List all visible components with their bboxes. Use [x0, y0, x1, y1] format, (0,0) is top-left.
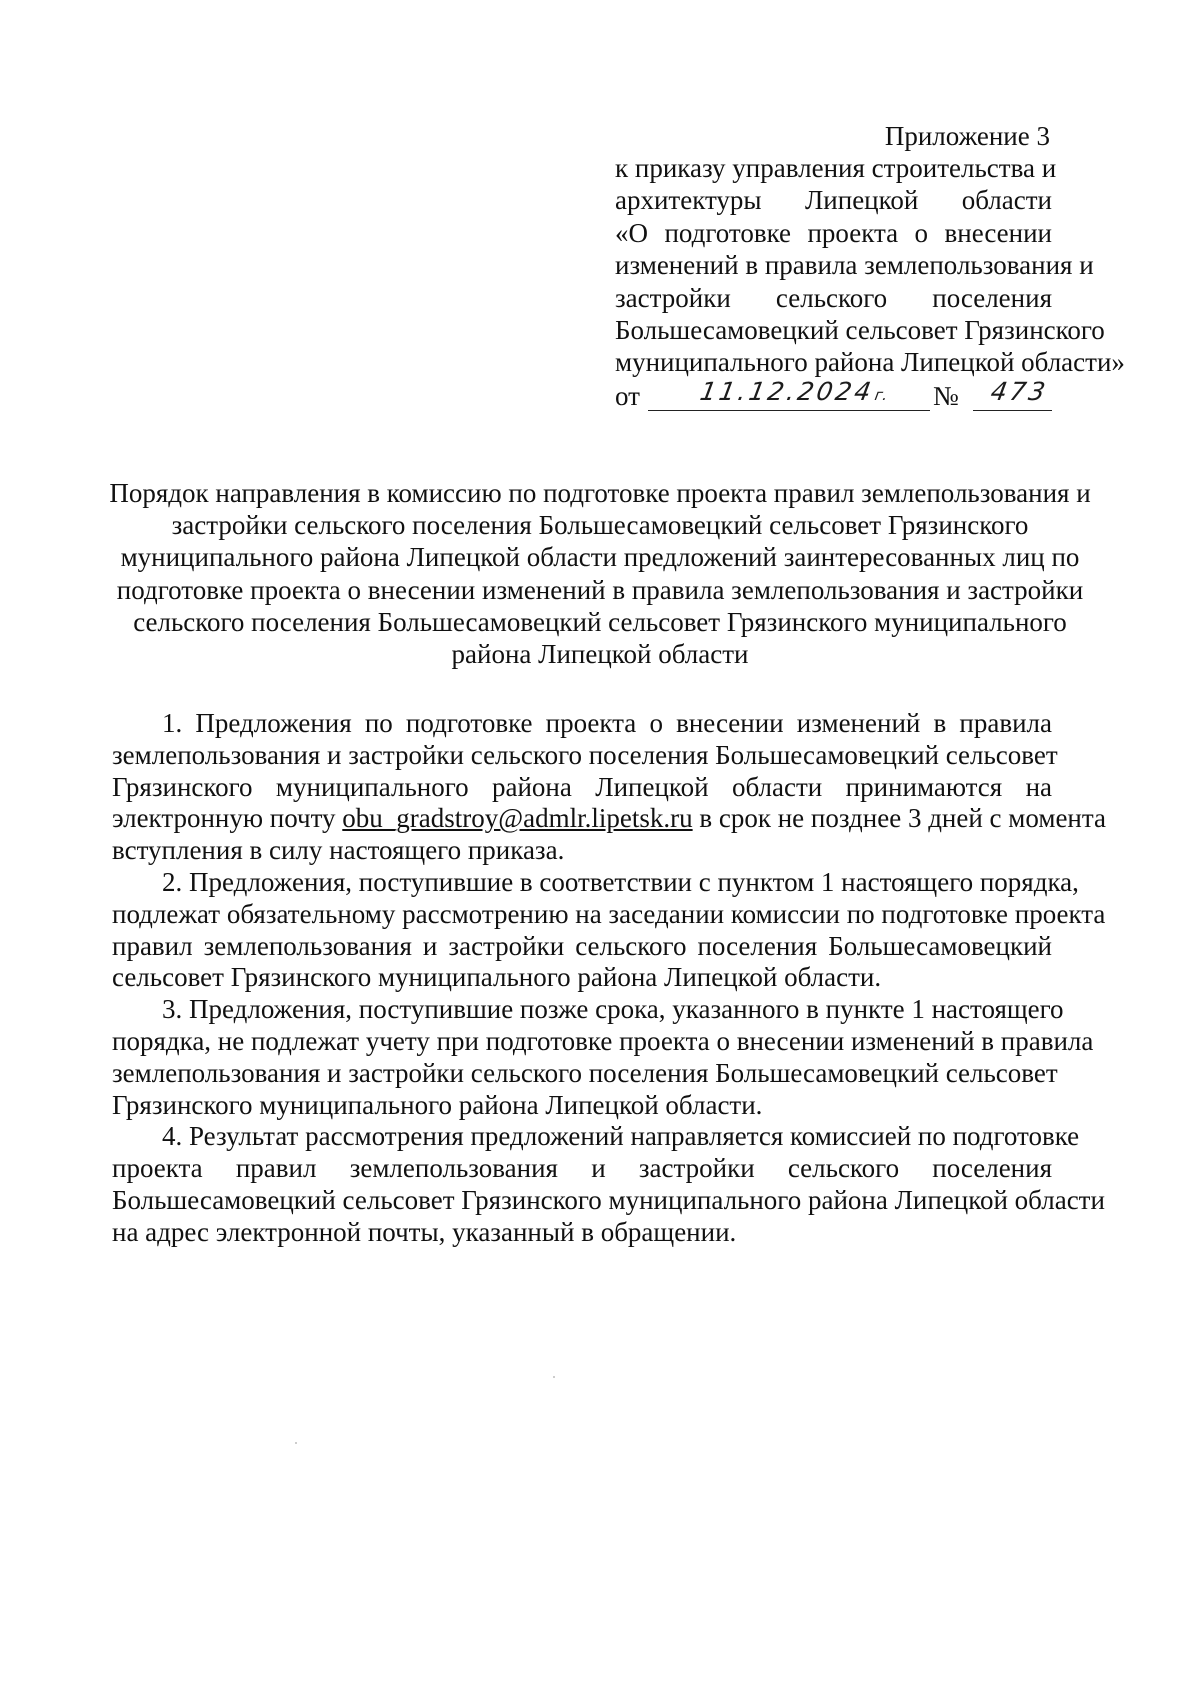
paragraph-2-line: правил землепользования и застройки сельского поселения Большесамовецкий [112, 930, 1052, 961]
document-title [100, 477, 1100, 670]
paragraph-1-line: Грязинского муниципального района Липецкой области принимаются на [112, 771, 1052, 802]
appendix-line: к приказу управления строительства и [615, 153, 1057, 183]
appendix-line: изменений в правила землепользования и [615, 250, 1094, 281]
title-line: Порядок направления в комиссию по подготовке проекта правил землепользования и [109, 478, 1091, 508]
paragraph-1-line: 1. Предложения по подготовке проекта о внесении изменений в правила [162, 708, 1052, 738]
email-suffix: в срок не позднее 3 дней с момента [692, 803, 1106, 834]
scan-speck [553, 1376, 555, 1378]
appendix-line: архитектуры Липецкой области [615, 185, 1052, 216]
paragraph-2-line: сельсовет Грязинского муниципального района Липецкой области. [112, 962, 882, 993]
appendix-line: застройки сельского поселения [615, 282, 1052, 313]
paragraph-3-line: 3. Предложения, поступившие позже срока, указанного в пункте 1 настоящего [162, 994, 1064, 1025]
email-prefix: электронную почту [112, 803, 343, 834]
paragraph-4-line: Большесамовецкий сельсовет Грязинского муниципального района Липецкой области [112, 1184, 1105, 1215]
number-value: 473 [988, 377, 1051, 406]
paragraph-1-line [112, 803, 1106, 835]
paragraph-3-line: землепользования и застройки сельского поселения Большесамовецкий сельсовет [112, 1057, 1058, 1088]
handwritten-date [697, 376, 891, 411]
title-line: застройки сельского поселения Большесамовецкий сельсовет Грязинского [171, 510, 1029, 541]
date-suffix: г. [873, 386, 890, 404]
appendix-title: Приложение 3 [884, 121, 1050, 151]
paragraph-3-line: Грязинского муниципального района Липецкой области. [112, 1089, 763, 1120]
paragraph-4-line: проекта правил землепользования и застройки сельского поселения [112, 1153, 1052, 1184]
paragraph-4-line: на адрес электронной почты, указанный в обращении. [112, 1216, 737, 1247]
number-label: № [933, 381, 959, 411]
paragraph-2-line: 2. Предложения, поступившие в соответствии с пунктом 1 настоящего порядка, [162, 866, 1079, 897]
date-field [648, 377, 930, 411]
date-label: от [615, 381, 640, 411]
title-line: муниципального района Липецкой области предложений заинтересованных лиц по [120, 542, 1080, 573]
appendix-line: Большесамовецкий сельсовет Грязинского [615, 315, 1105, 346]
email-link[interactable]: obu_gradstroy@admlr.lipetsk.ru [342, 803, 693, 834]
order-date-number [615, 377, 1052, 414]
date-value: 11.12.2024 [697, 377, 877, 406]
paragraph-2-line: подлежат обязательному рассмотрению на заседании комиссии по подготовке проекта [112, 898, 1106, 929]
paragraph-1-line: вступления в силу настоящего приказа. [112, 835, 565, 866]
paragraph-3-line: порядка, не подлежат учету при подготовке проекта о внесении изменений в правила [112, 1025, 1094, 1056]
title-line: подготовке проекта о внесении изменений в правила землепользования и застройки [116, 574, 1084, 605]
number-field [973, 377, 1052, 411]
paragraph-1-line: землепользования и застройки сельского поселения Большесамовецкий сельсовет [112, 739, 1058, 770]
appendix-line: муниципального района Липецкой области» [615, 347, 1125, 378]
title-line: района Липецкой области [451, 639, 749, 670]
document-body [112, 708, 1106, 1249]
appendix-line: «О подготовке проекта о внесении [615, 217, 1052, 248]
paragraph-4-line: 4. Результат рассмотрения предложений направляется комиссией по подготовке [162, 1121, 1080, 1152]
title-line: сельского поселения Большесамовецкий сельсовет Грязинского муниципального [133, 606, 1067, 637]
appendix-description [615, 152, 1125, 379]
scan-speck [295, 1442, 297, 1444]
